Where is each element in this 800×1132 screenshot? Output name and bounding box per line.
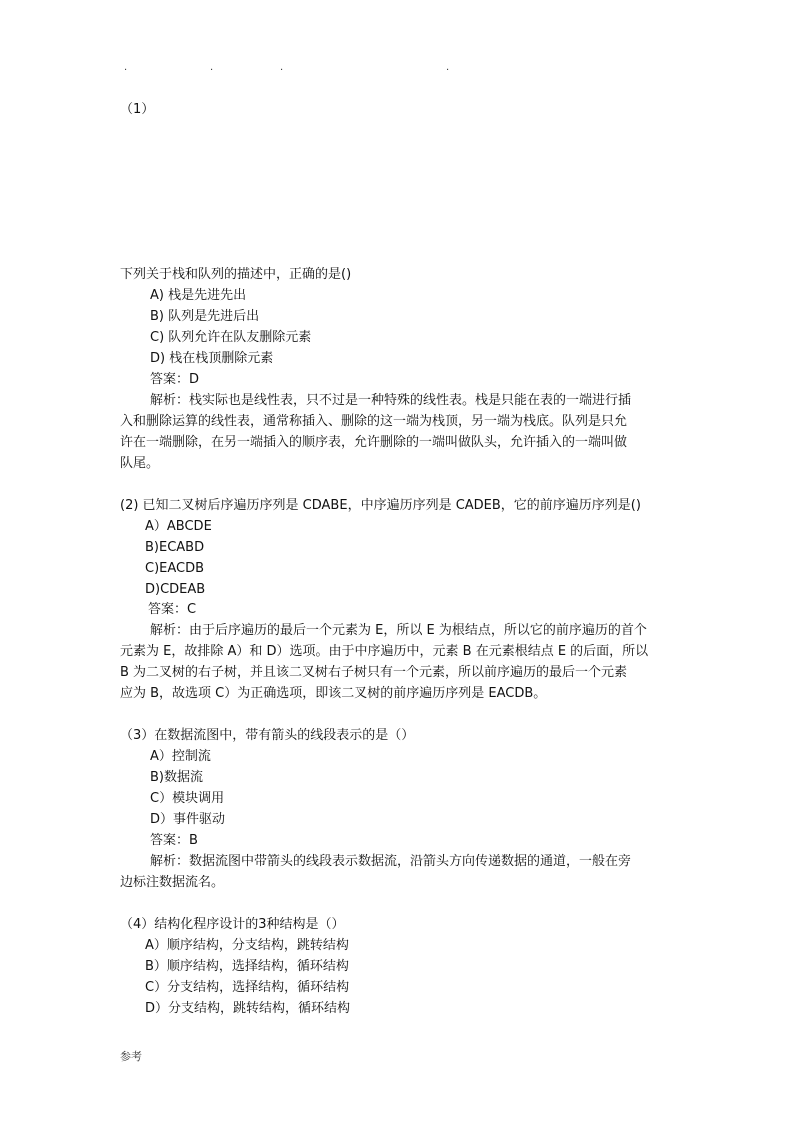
explanation-line: 解析：由于后序遍历的最后一个元素为 E，所以 E 为根结点，所以它的前序遍历的首个 (150, 623, 647, 638)
option: C)EACDB (145, 561, 205, 576)
explanation-line: 应为 B，故选项 C）为正确选项，即该二叉树的前序遍历序列是 EACDB。 (120, 686, 547, 701)
header-dot: . (124, 62, 128, 73)
option: A) 栈是先进先出 (150, 288, 247, 303)
option: C）模块调用 (150, 791, 225, 806)
question-stem: 下列关于栈和队列的描述中，正确的是() (120, 267, 352, 282)
explanation-line: 解析：数据流图中带箭头的线段表示数据流，沿箭头方向传递数据的通道，一般在旁 (150, 854, 632, 869)
option: D）事件驱动 (150, 812, 226, 827)
option: C）分支结构，选择结构，循环结构 (145, 980, 350, 995)
option: C) 队列允许在队友删除元素 (150, 330, 312, 345)
page-footer: 参考 (120, 1050, 142, 1063)
question-stem: (2) 已知二叉树后序遍历序列是 CDABE，中序遍历序列是 CADEB，它的前序遍历序列是() (120, 498, 641, 513)
option: D) 栈在栈顶删除元素 (150, 351, 274, 366)
explanation-line: 许在一端删除，在另一端插入的顺序表，允许删除的一端叫做队头，允许插入的一端叫做 (120, 435, 628, 450)
header-dot: . (446, 62, 450, 73)
answer: 答案：C (148, 602, 197, 617)
explanation-line: 入和删除运算的线性表，通常称插入、删除的这一端为栈顶，另一端为栈底。队列是只允 (120, 414, 628, 429)
explanation-line: B 为二叉树的右子树，并且该二叉树右子树只有一个元素，所以前序遍历的最后一个元素 (120, 665, 628, 680)
option: D)CDEAB (145, 582, 206, 597)
explanation-line: 队尾。 (120, 456, 160, 471)
header-dot: . (280, 62, 284, 73)
option: B) 队列是先进后出 (150, 309, 260, 324)
option: A）控制流 (150, 749, 211, 764)
answer: 答案：D (150, 372, 200, 387)
option: A）顺序结构，分支结构，跳转结构 (145, 938, 349, 953)
option: B）顺序结构，选择结构，循环结构 (145, 959, 349, 974)
header-dot: . (210, 62, 214, 73)
option: A）ABCDE (145, 519, 212, 534)
option: B)数据流 (150, 770, 203, 785)
option: B)ECABD (145, 540, 205, 555)
question-stem: （3）在数据流图中，带有箭头的线段表示的是（） (120, 728, 415, 743)
section-marker: （1） (120, 102, 155, 117)
explanation-line: 解析：栈实际也是线性表，只不过是一种特殊的线性表。栈是只能在表的一端进行插 (150, 393, 632, 408)
explanation-line: 边标注数据流名。 (120, 875, 225, 890)
option: D）分支结构，跳转结构，循环结构 (145, 1001, 351, 1016)
explanation-line: 元素为 E，故排除 A）和 D）选项。由于中序遍历中，元素 B 在元素根结点 E 的后面，所以 (120, 644, 649, 659)
answer: 答案：B (150, 833, 198, 848)
question-stem: （4）结构化程序设计的3种结构是（） (120, 917, 345, 932)
